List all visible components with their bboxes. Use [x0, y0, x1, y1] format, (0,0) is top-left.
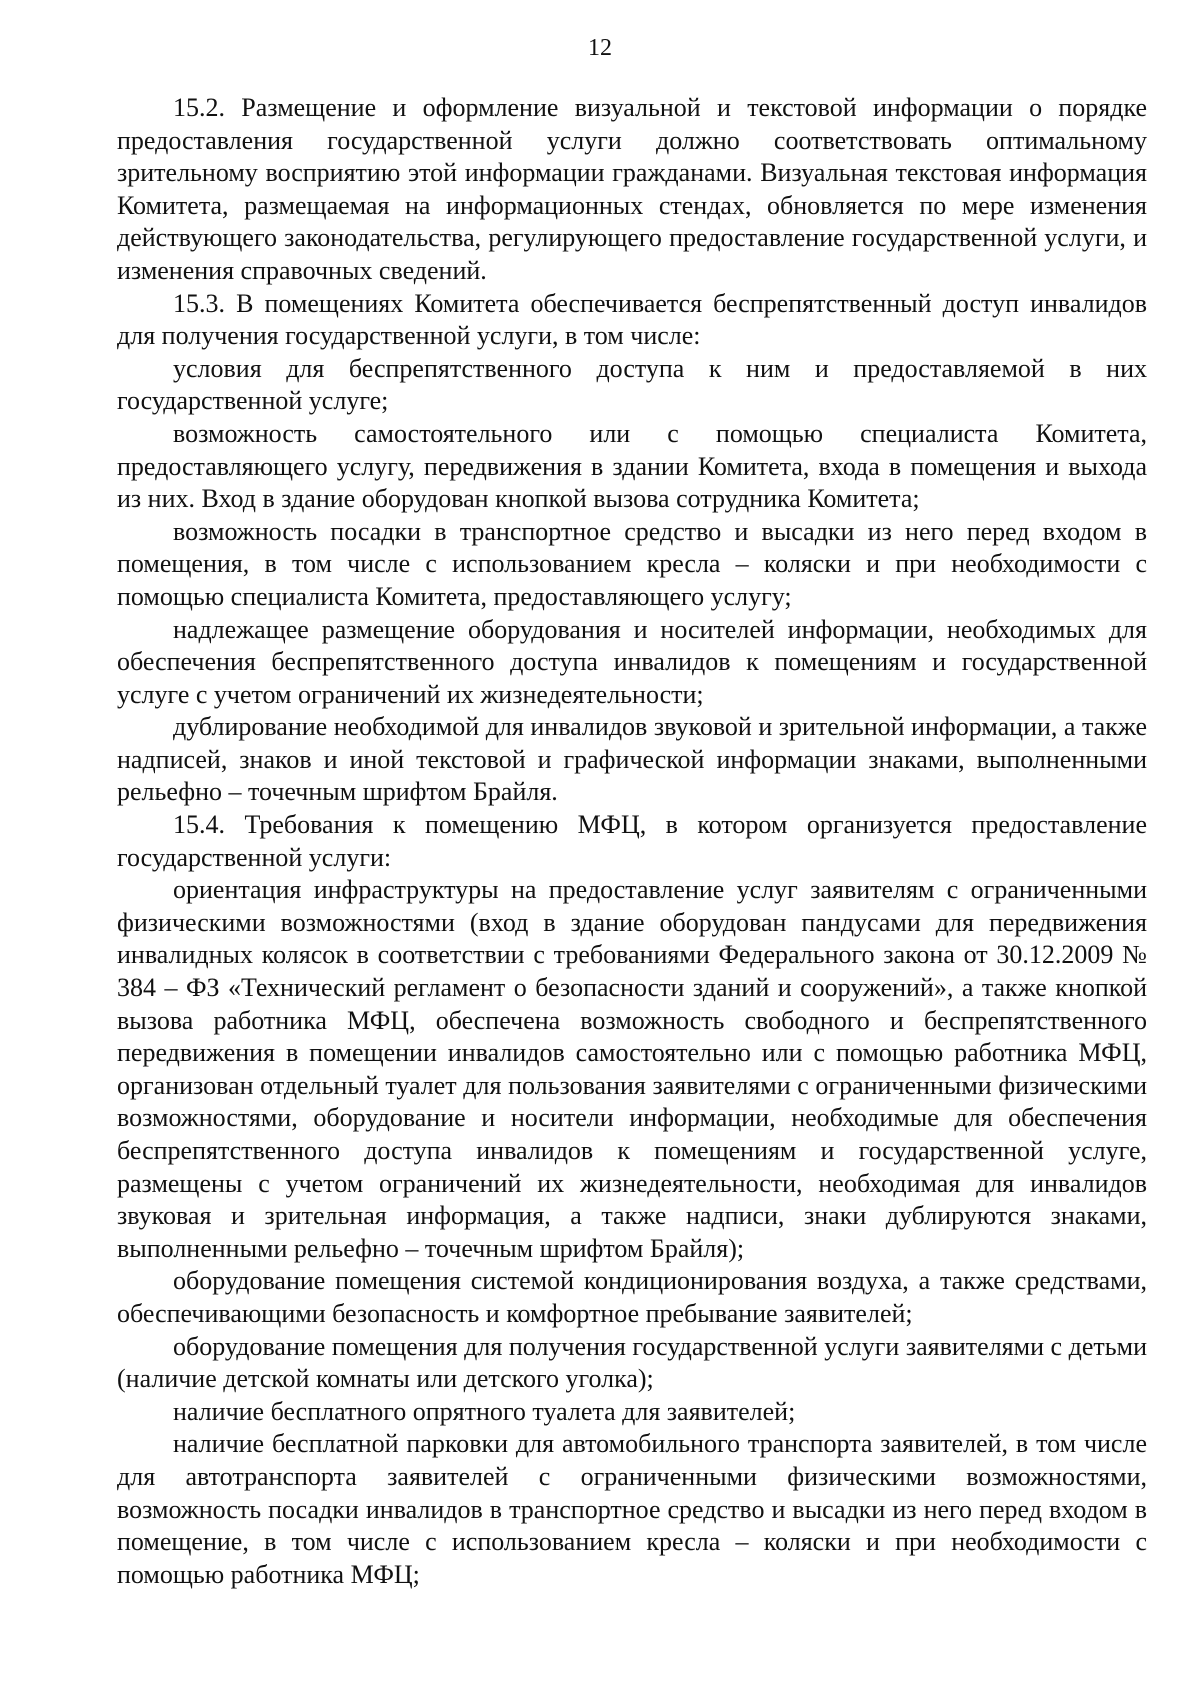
list-item-free-parking: наличие бесплатной парковки для автомобильного транспорта заявителей, в том числе для автотранспорта заявителей с ограниченными физическими возможностями, возможность посадки инвалидов в транспортное средство и высадки из него перед входом в помещение, в том числе с использованием кресла – коляски и при необходимости с помощью работника МФЦ; [117, 1429, 1147, 1589]
list-item-braille-duplication: дублирование необходимой для инвалидов звуковой и зрительной информации, а также надписей, знаков и иной текстовой и графической информации знаками, выполненными рельефно – точечным шрифтом Брайля. [117, 712, 1147, 807]
list-item-children-room: оборудование помещения для получения государственной услуги заявителями с детьми (наличие детской комнаты или детского уголка); [117, 1331, 1147, 1394]
list-item-access-conditions: условия для беспрепятственного доступа к ним и предоставляемой в них государственной услуге; [117, 353, 1147, 416]
list-item-air-conditioning: оборудование помещения системой кондиционирования воздуха, а также средствами, обеспечивающими безопасность и комфортное пребывание заявителей; [117, 1266, 1147, 1328]
list-item-transport-boarding: возможность посадки в транспортное средство и высадки из него перед входом в помещения, в том числе с использованием кресла – коляски и при необходимости с помощью специалиста Комитета, предоставляющего услугу; [117, 516, 1147, 611]
paragraph-15-4: 15.4. Требования к помещению МФЦ, в котором организуется предоставление государственной услуги: [117, 810, 1147, 872]
list-item-infrastructure-orientation: ориентация инфраструктуры на предоставление услуг заявителям с ограниченными физическими возможностями (вход в здание оборудован пандусами для передвижения инвалидных колясок в соответствии с требованиями Федерального закона от 30.12.2009 № 384 – ФЗ «Технический регламент о безопасности зданий и сооружений», а также кнопкой вызова работника МФЦ, обеспечена возможность свободного и беспрепятственного передвижения в помещении инвалидов самостоятельно или с помощью работника МФЦ, организован отдельный туалет для пользования заявителями с ограниченными физическими возможностями, оборудование и носители информации, необходимые для обеспечения беспрепятственного доступа инвалидов к помещениям и государственной услуге, размещены с учетом ограничений их жизнедеятельности, необходимая для инвалидов звуковая и зрительная информация, а также надписи, знаки дублируются знаками, выполненными рельефно – точечным шрифтом Брайля); [117, 875, 1147, 1263]
list-item-free-toilet: наличие бесплатного опрятного туалета для заявителей; [173, 1396, 796, 1426]
page-number: 12 [588, 35, 612, 61]
list-item-movement-possibility: возможность самостоятельного или с помощью специалиста Комитета, предоставляющего услугу, передвижения в здании Комитета, входа в помещения и выхода из них. Вход в здание оборудован кнопкой вызова сотрудника Комитета; [117, 418, 1147, 514]
paragraph-15-2: 15.2. Размещение и оформление визуальной и текстовой информации о порядке предоставления государственной услуги должно соответствовать оптимальному зрительному восприятию этой информации гражданами. Визуальная текстовая информация Комитета, размещаемая на информационных стендах, обновляется по мере изменения действующего законодательства, регулирующего предоставление государственной услуги, и изменения справочных сведений. [117, 93, 1147, 285]
document-body [117, 92, 1147, 1591]
list-item-equipment-placement: надлежащее размещение оборудования и носителей информации, необходимых для обеспечения беспрепятственного доступа инвалидов к помещениям и государственной услуге с учетом ограничений их жизнедеятельности; [117, 614, 1147, 709]
paragraph-15-3: 15.3. В помещениях Комитета обеспечивается беспрепятственный доступ инвалидов для получения государственной услуги, в том числе: [117, 288, 1147, 351]
